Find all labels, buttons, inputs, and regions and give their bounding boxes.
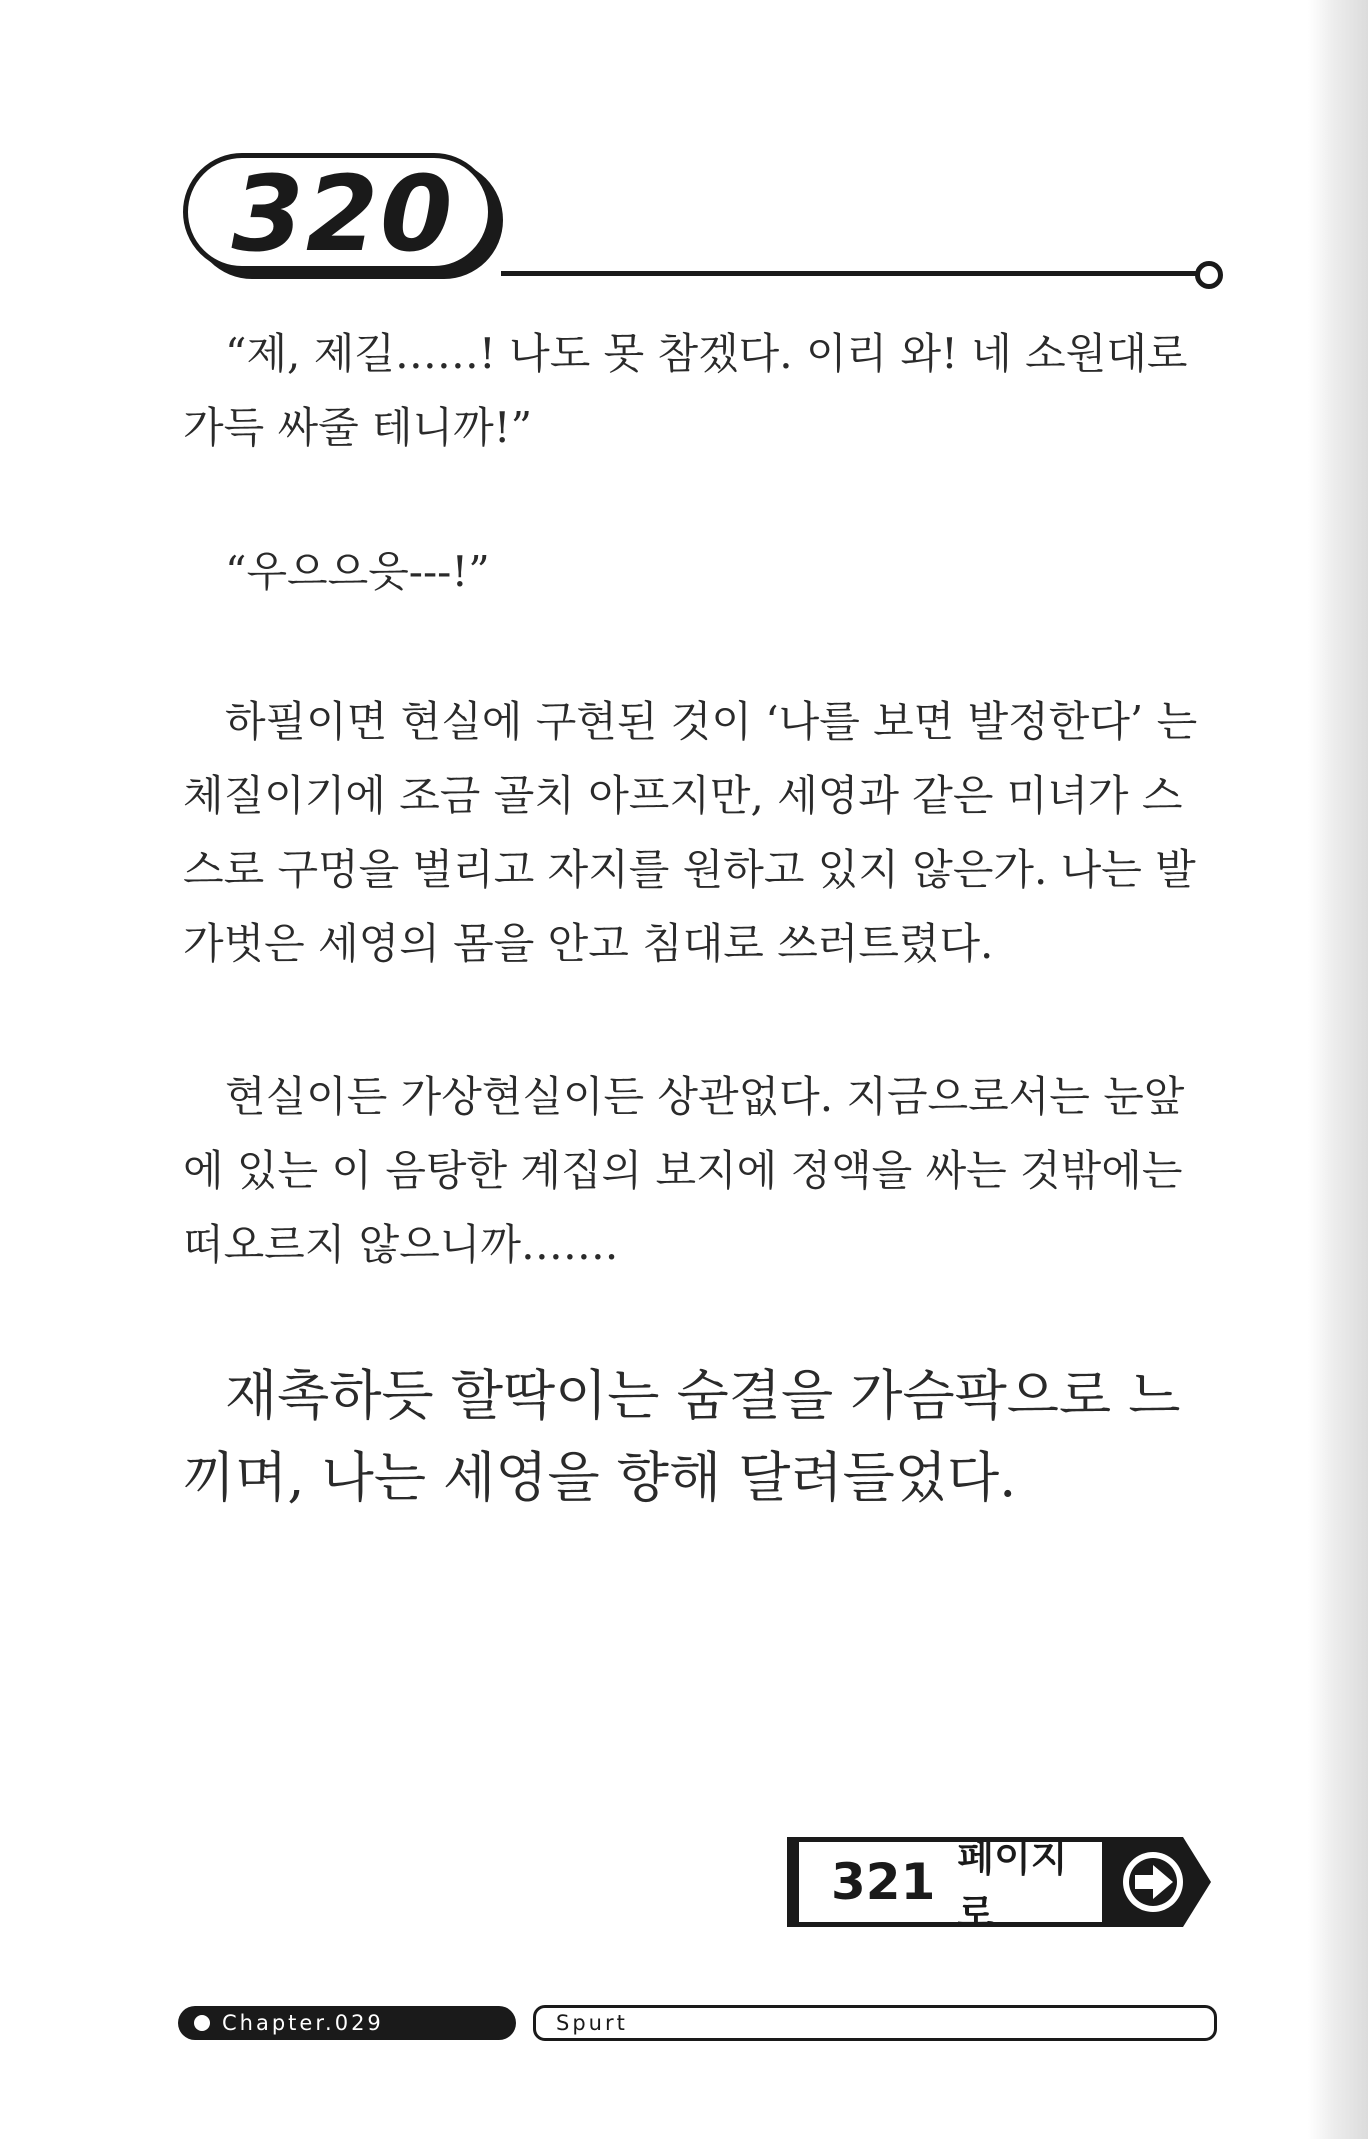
paragraph-2: “우으으읏---!” [225, 547, 490, 596]
page-edge-shadow [1308, 0, 1368, 2139]
paragraph-4: 현실이든 가상현실이든 상관없다. 지금으로서는 눈앞에 있는 이 음탕한 계집의 보지에 정액을 싸는 것밖에는 떠오르지 않으니까……. [183, 1072, 1185, 1269]
footer-chapter-title [533, 2005, 1217, 2041]
arrow-right-icon [1103, 1837, 1213, 1927]
paragraph-3: 하필이면 현실에 구현된 것이 ‘나를 보면 발정한다’ 는 체질이기에 조금 골치 아프지만, 세영과 같은 미녀가 스스로 구멍을 벌리고 자지를 원하고 있지 않은가. 나는 발가벗은 세영의 몸을 안고 침대로 쓰러트렸다. [183, 697, 1198, 968]
goto-page-number: 321 [831, 1853, 936, 1911]
header-rule-end-dot [1195, 261, 1223, 289]
page-number: 320 [231, 153, 455, 275]
goto-page-label: 페이지로 [957, 1836, 1068, 1935]
paragraph-1: “제, 제길……! 나도 못 참겠다. 이리 와! 네 소원대로 가득 싸줄 테니까!” [183, 329, 1188, 452]
bullet-icon [194, 2015, 210, 2031]
page-number-box [183, 153, 493, 275]
goto-page-button[interactable] [787, 1836, 1217, 1935]
page-header [183, 153, 1223, 285]
goto-page-label-box [787, 1836, 1107, 1935]
footer-chapter-badge [178, 2006, 516, 2040]
footer-chapter-label: Chapter.029 [222, 2011, 384, 2035]
footer-chapter-title-text: Spurt [556, 2011, 628, 2035]
paragraph-5: 재촉하듯 할딱이는 숨결을 가슴팍으로 느끼며, 나는 세영을 향해 달려들었다. [183, 1364, 1181, 1509]
header-rule [501, 271, 1201, 276]
